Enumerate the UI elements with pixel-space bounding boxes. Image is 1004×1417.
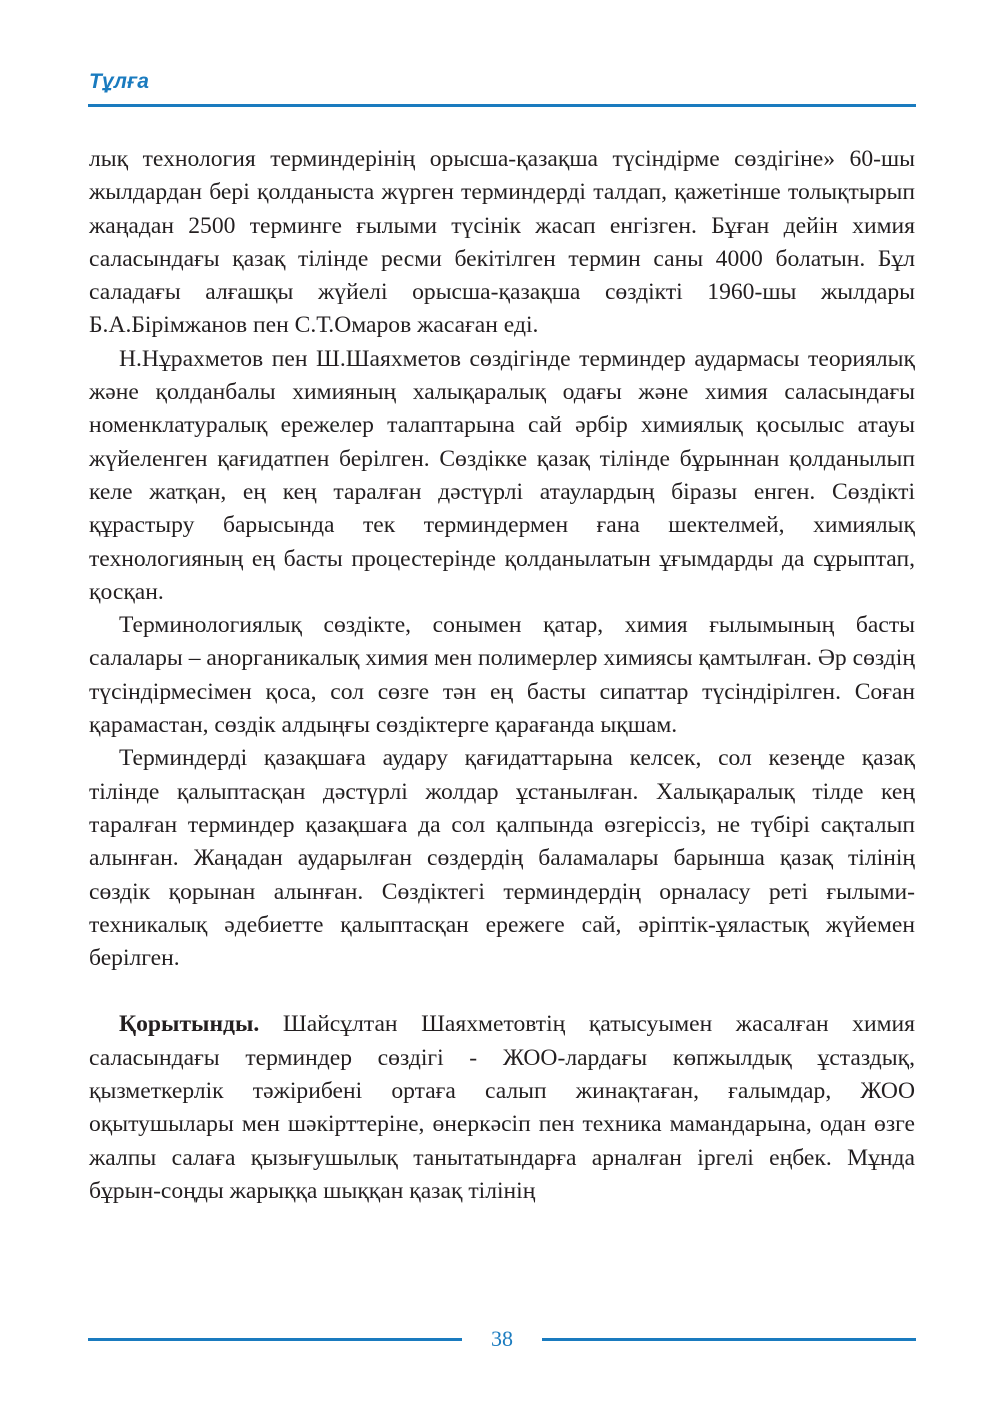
header-rule — [88, 104, 916, 107]
page-number: 38 — [491, 1326, 513, 1351]
page-body — [89, 143, 915, 1208]
footer-rule-left — [88, 1338, 462, 1341]
paragraph-gap — [89, 975, 915, 1008]
paragraph-nurakhmetov: Н.Нұрахметов пен Ш.Шаяхметов сөздігінде терминдер аудармасы теориялық және қолданбалы химияның халықаралық одағы және химия саласындағы номенклатуралық ережелер талаптарына сай әрбір химиялық қосылыс атауы жүйеленген қағидатпен берілген. Сөздікке қазақ тілінде бұрыннан қолданылып келе жатқан, ең кең таралған дәстүрлі атаулардың біразы енген. Сөздікті құрастыру барысында тек терминдермен ғана шектелмей, химиялық технологияның ең басты процестерінде қолданылатын ұғымдарды да сұрыптап, қосқан. — [89, 345, 915, 605]
footer-rule-right — [542, 1338, 916, 1341]
conclusion-heading: Қорытынды. — [119, 1011, 260, 1038]
paragraph-conclusion — [89, 1008, 915, 1208]
conclusion-text: Шайсұлтан Шаяхметовтің қатысуымен жасалған химия саласындағы терминдер сөздігі - ЖОО-лардағы көпжылдық ұстаздық, қызметкерлік тәжірибені ортаға салып жинақтаған, ғалымдар, ЖОО оқытушылары мен шәкірттеріне, өнеркәсіп пен техника мамандарына, одан өзге жалпы салаға қызығушылық танытатындарға арналған іргелі еңбек. Мұнда бұрын-соңды жарыққа шыққан қазақ тілінің — [89, 1011, 915, 1204]
paragraph-continuation: лық технология терминдерінің орысша-қазақша түсіндірме сөздігіне» 60-шы жылдардан бері қолданыста жүрген терминдерді талдап, қажетінше толықтырып жаңадан 2500 терминге ғылыми түсінік жасап енгізген. Бұған дейін химия саласындағы қазақ тілінде ресми бекітілген термин саны 4000 болатын. Бұл саладағы алғашқы жүйелі орысша-қазақша сөздікті 1960-шы жылдары Б.А.Бірімжанов пен С.Т.Омаров жасаған еді. — [89, 146, 915, 339]
paragraph-translation-principles: Терминдерді қазақшаға аудару қағидаттарына келсек, сол кезеңде қазақ тілінде қалыптасқан дәстүрлі жолдар ұстанылған. Халықаралық тілде кең таралған терминдер қазақшаға да сол қалпында өзгеріссіз, не түбірі сақталып алынған. Жаңадан аударылған сөздердің баламалары барынша қазақ тілінің сөздік қорынан алынған. Сөздіктегі терминдердің орналасу реті ғылыми-техникалық әдебиетте қалыптасқан ережеге сай, әріптік-ұяластық жүйемен берілген. — [89, 745, 915, 972]
paragraph-terminology-dictionary: Терминологиялық сөздікте, сонымен қатар, химия ғылымының басты салалары – анорганикалық химия мен полимерлер химиясы қамтылған. Әр сөздің түсіндірмесімен қоса, сол сөзге тән ең басты сипаттар түсіндірілген. Соған қарамастан, сөздік алдыңғы сөздіктерге қарағанда ықшам. — [89, 612, 915, 739]
running-header-title: Тұлға — [89, 70, 150, 93]
